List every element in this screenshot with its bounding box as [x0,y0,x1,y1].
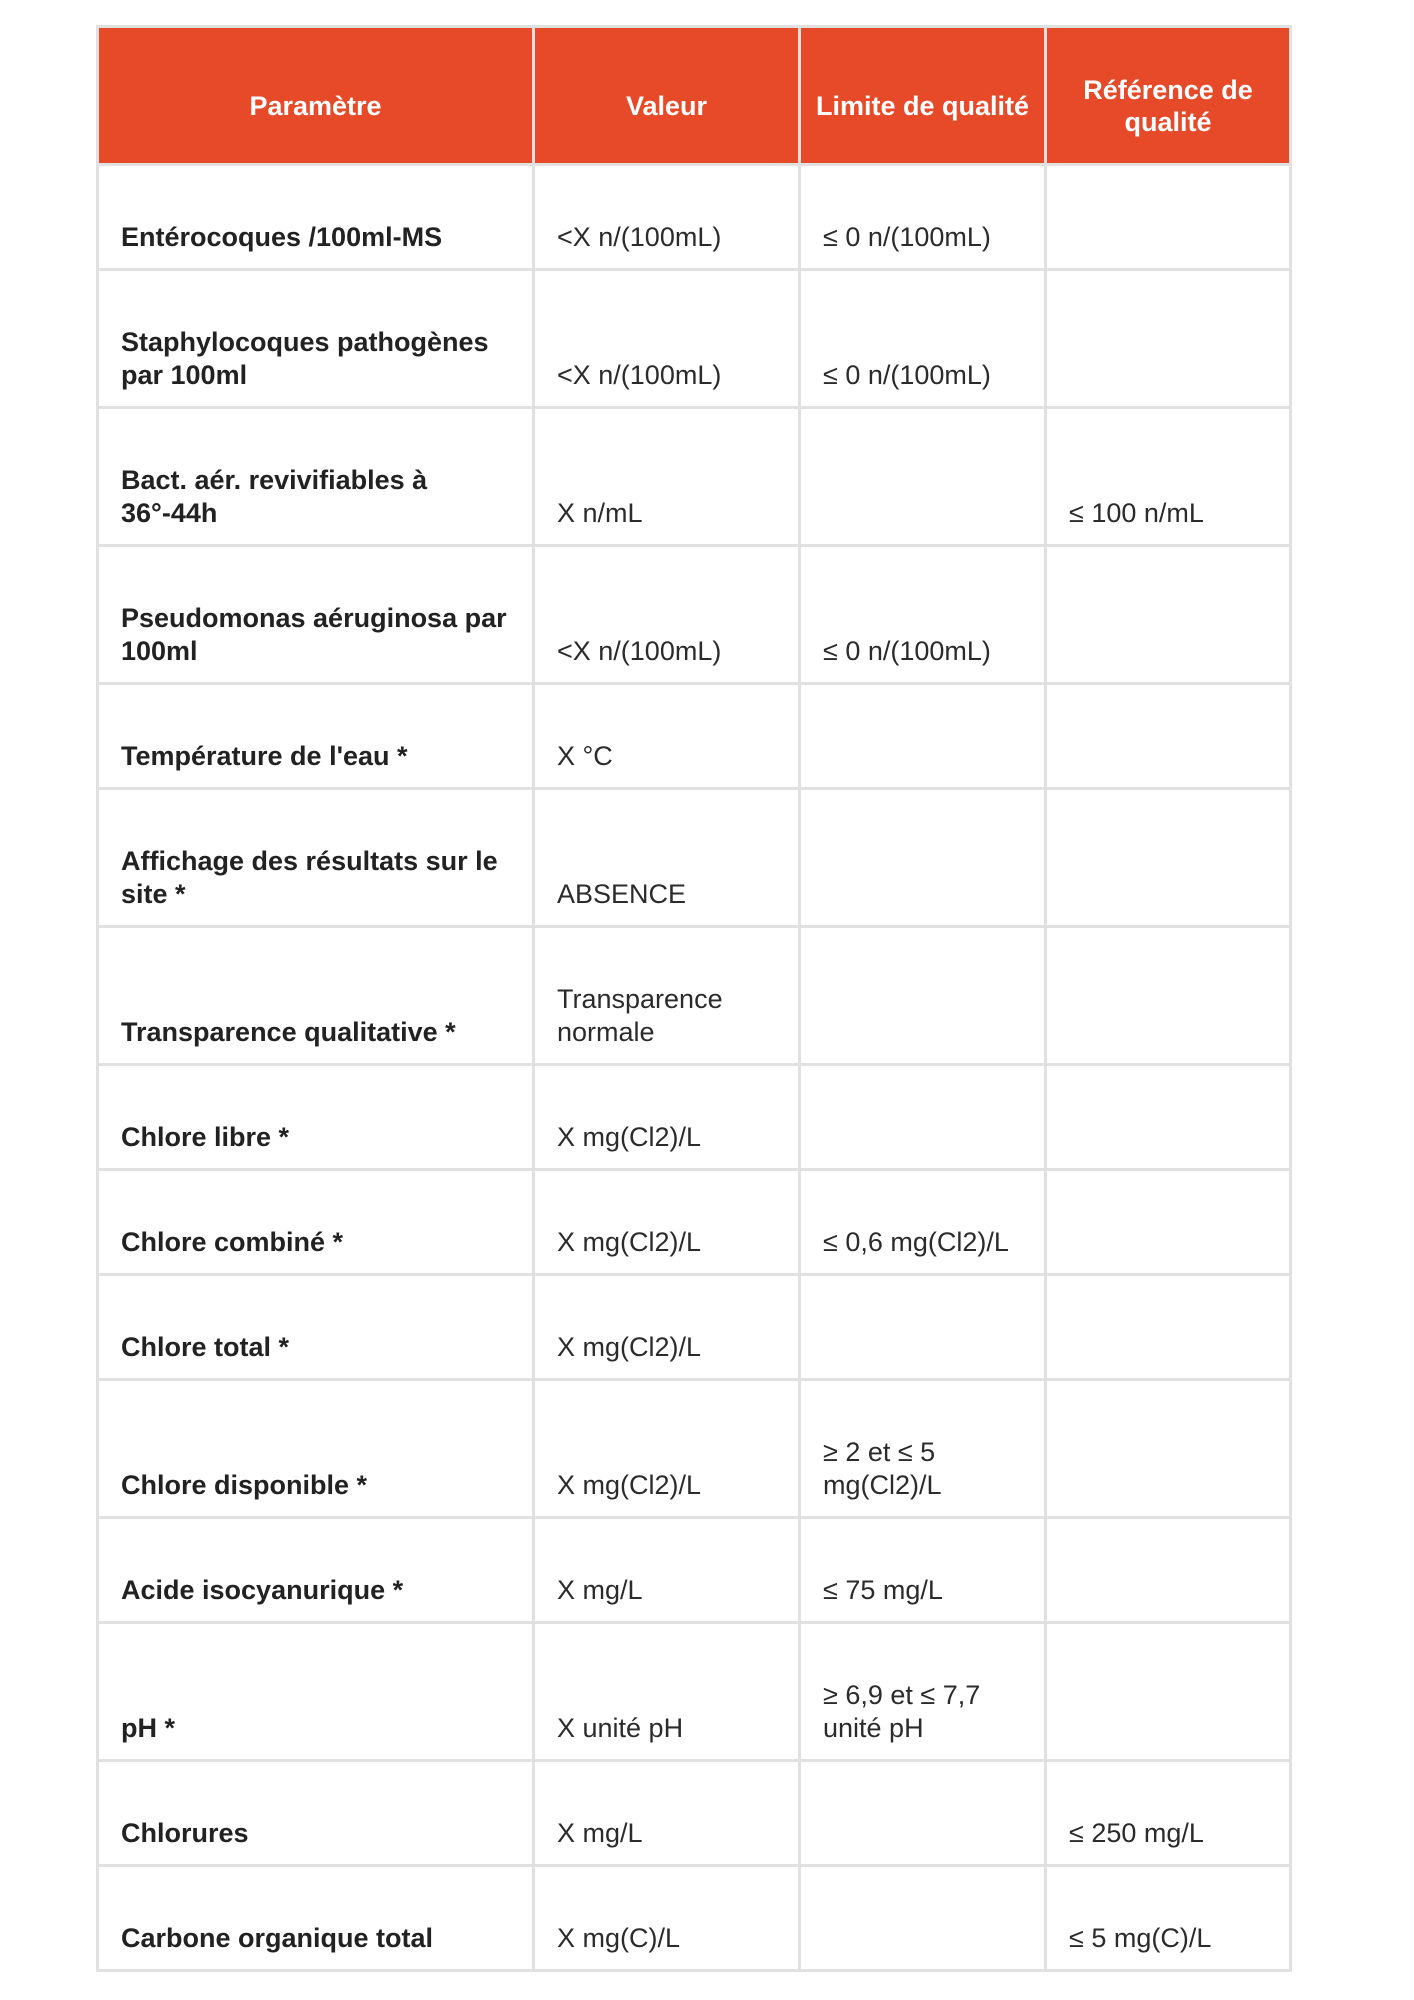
cell-parametre: Température de l'eau * [98,684,534,789]
water-quality-table [96,25,1292,1972]
cell-reference [1046,165,1291,270]
cell-valeur: X mg/L [534,1518,800,1623]
cell-reference [1046,546,1291,684]
cell-parametre: Pseudomonas aéruginosa par 100ml [98,546,534,684]
table-row [98,684,1291,789]
table-row [98,1866,1291,1971]
cell-reference: ≤ 5 mg(C)/L [1046,1866,1291,1971]
cell-reference [1046,1170,1291,1275]
cell-reference: ≤ 250 mg/L [1046,1761,1291,1866]
table-row [98,927,1291,1065]
table-row [98,546,1291,684]
cell-reference [1046,270,1291,408]
cell-valeur: Transparence normale [534,927,800,1065]
cell-limite: ≤ 75 mg/L [800,1518,1046,1623]
table-row [98,1518,1291,1623]
cell-parametre: pH * [98,1623,534,1761]
cell-parametre: Chlore libre * [98,1065,534,1170]
table-row [98,408,1291,546]
table-row [98,1275,1291,1380]
table-row [98,789,1291,927]
header-row [98,27,1291,165]
cell-reference [1046,1380,1291,1518]
cell-valeur: X mg(Cl2)/L [534,1065,800,1170]
cell-parametre: Chlorures [98,1761,534,1866]
cell-limite [800,1275,1046,1380]
cell-limite [800,684,1046,789]
cell-limite: ≤ 0,6 mg(Cl2)/L [800,1170,1046,1275]
cell-valeur: X mg(Cl2)/L [534,1380,800,1518]
cell-valeur: X unité pH [534,1623,800,1761]
cell-parametre: Transparence qualitative * [98,927,534,1065]
cell-valeur: X mg(C)/L [534,1866,800,1971]
header-parametre: Paramètre [98,27,534,165]
cell-reference [1046,684,1291,789]
table-row [98,165,1291,270]
cell-reference: ≤ 100 n/mL [1046,408,1291,546]
header-limite-de-qualite: Limite de qualité [800,27,1046,165]
cell-parametre: Entérocoques /100ml-MS [98,165,534,270]
cell-parametre: Chlore disponible * [98,1380,534,1518]
table-row [98,1761,1291,1866]
cell-valeur: <X n/(100mL) [534,270,800,408]
table-row [98,270,1291,408]
cell-reference [1046,927,1291,1065]
cell-parametre: Bact. aér. revivifiables à 36°-44h [98,408,534,546]
cell-valeur: ABSENCE [534,789,800,927]
table-row [98,1065,1291,1170]
cell-parametre: Acide isocyanurique * [98,1518,534,1623]
cell-reference [1046,1275,1291,1380]
cell-parametre: Staphylocoques pathogènes par 100ml [98,270,534,408]
cell-limite [800,1866,1046,1971]
cell-valeur: X mg(Cl2)/L [534,1275,800,1380]
cell-limite [800,1065,1046,1170]
cell-limite [800,927,1046,1065]
header-reference-de-qualite: Référence de qualité [1046,27,1291,165]
cell-reference [1046,789,1291,927]
cell-valeur: X °C [534,684,800,789]
cell-reference [1046,1623,1291,1761]
cell-limite [800,408,1046,546]
header-valeur: Valeur [534,27,800,165]
cell-limite [800,789,1046,927]
table-row [98,1170,1291,1275]
table-header [98,27,1291,165]
cell-valeur: <X n/(100mL) [534,546,800,684]
cell-valeur: <X n/(100mL) [534,165,800,270]
table-row [98,1380,1291,1518]
cell-limite: ≤ 0 n/(100mL) [800,165,1046,270]
table-body [98,165,1291,1971]
cell-limite: ≤ 0 n/(100mL) [800,270,1046,408]
cell-valeur: X mg/L [534,1761,800,1866]
table-row [98,1623,1291,1761]
cell-valeur: X n/mL [534,408,800,546]
cell-parametre: Chlore total * [98,1275,534,1380]
cell-limite: ≤ 0 n/(100mL) [800,546,1046,684]
cell-parametre: Carbone organique total [98,1866,534,1971]
cell-parametre: Affichage des résultats sur le site * [98,789,534,927]
cell-parametre: Chlore combiné * [98,1170,534,1275]
cell-reference [1046,1065,1291,1170]
cell-limite [800,1761,1046,1866]
cell-limite: ≥ 6,9 et ≤ 7,7 unité pH [800,1623,1046,1761]
cell-reference [1046,1518,1291,1623]
cell-valeur: X mg(Cl2)/L [534,1170,800,1275]
cell-limite: ≥ 2 et ≤ 5 mg(Cl2)/L [800,1380,1046,1518]
